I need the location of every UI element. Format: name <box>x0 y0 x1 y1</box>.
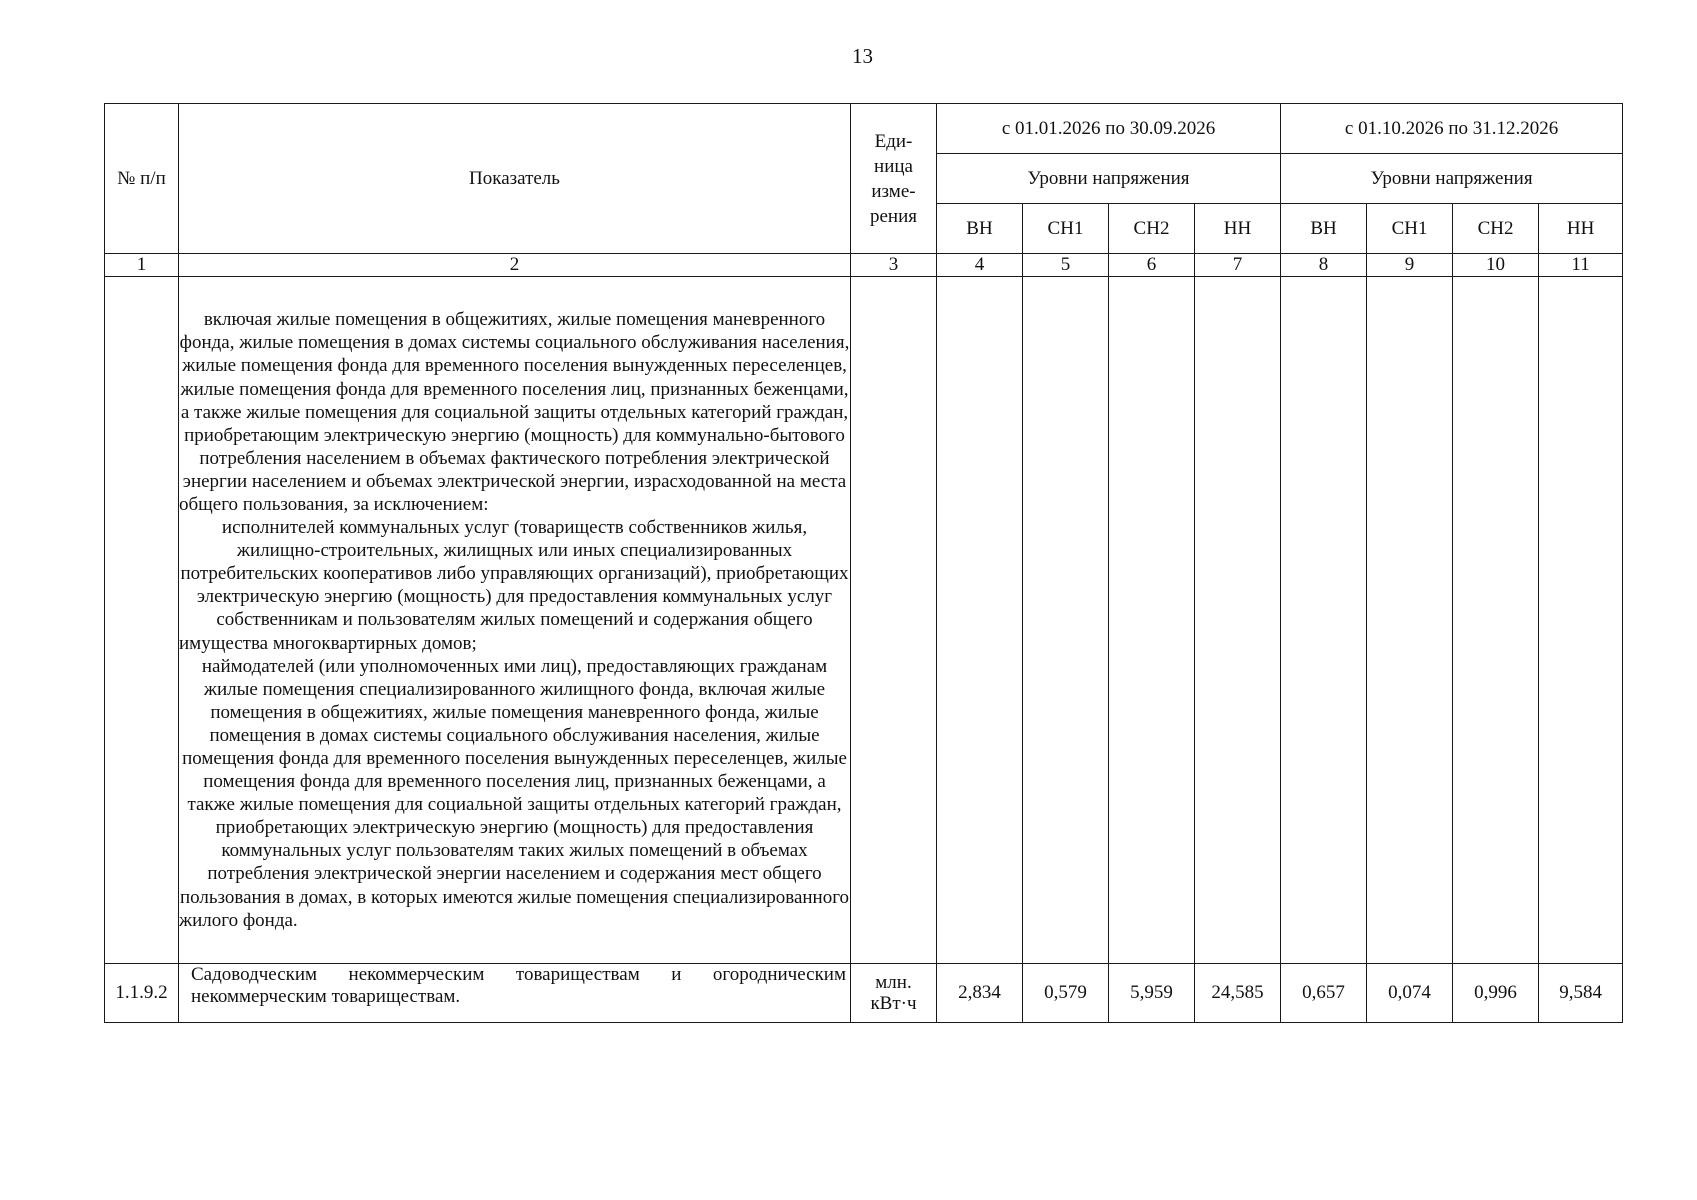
indicator-paragraph: исполнителей коммунальных услуг (товариществ собственников жилья, жилищно-строительных, жилищных или иных специализированных потребительских кооперативов либо управляющих организаций), приобретающих электрическую энергию (мощность) для предоставления коммунальных услуг собственникам и пользователям жилых помещений и содержания общего имущества многоквартирных домов; <box>179 517 849 654</box>
table-row-continuation <box>105 277 1623 964</box>
value-nn-period-2: 9,584 <box>1539 964 1623 1023</box>
empty-cell <box>1195 277 1281 964</box>
value-vn-period-2: 0,657 <box>1281 964 1367 1023</box>
level-sn1: СН1 <box>1023 204 1109 254</box>
column-number: 1 <box>105 254 179 277</box>
indicator-paragraph: включая жилые помещения в общежитиях, жилые помещения маневренного фонда, жилые помещения в домах системы социального обслуживания населения, жилые помещения фонда для временного поселения вынужденных переселенцев, жилые помещения фонда для временного поселения лиц, признанных беженцами, а также жилые помещения для социальной защиты отдельных категорий граждан, приобретающим электрическую энергию (мощность) для коммунально-бытового потребления населением в объемах фактического потребления электрической энергии населением и объемах электрической энергии, израсходованной на места общего пользования, за исключением: <box>179 309 850 515</box>
value-sn1-period-2: 0,074 <box>1367 964 1453 1023</box>
level-sn1: СН1 <box>1367 204 1453 254</box>
indicator-text-cell <box>179 277 851 964</box>
value-sn2-period-2: 0,996 <box>1453 964 1539 1023</box>
empty-cell <box>937 277 1023 964</box>
column-number: 9 <box>1367 254 1453 277</box>
header-unit: Еди- ница изме- рения <box>851 104 937 254</box>
column-number: 3 <box>851 254 937 277</box>
header-indicator: Показатель <box>179 104 851 254</box>
empty-cell <box>1367 277 1453 964</box>
row-number: 1.1.9.2 <box>105 964 179 1023</box>
column-number: 4 <box>937 254 1023 277</box>
column-number: 6 <box>1109 254 1195 277</box>
column-number: 11 <box>1539 254 1623 277</box>
header-voltage-levels-2: Уровни напряжения <box>1281 154 1623 204</box>
indicator-paragraph: наймодателей (или уполномоченных ими лиц), предоставляющих гражданам жилые помещения специализированного жилищного фонда, включая жилые помещения в общежитиях, жилые помещения маневренного фонда, жилые помещения в домах системы социального обслуживания населения, жилые помещения фонда для временного поселения вынужденных переселенцев, жилые помещения фонда для временного поселения лиц, признанных беженцами, а также жилые помещения для социальной защиты отдельных категорий граждан, приобретающих электрическую энергию (мощность) для предоставления коммунальных услуг пользователям таких жилых помещений в объемах потребления электрической энергии населением и содержания мест общего пользования в домах, в которых имеются жилые помещения специализированного жилого фонда. <box>179 655 850 931</box>
level-sn2: СН2 <box>1109 204 1195 254</box>
row-unit: млн. кВт·ч <box>851 964 937 1023</box>
empty-cell <box>1453 277 1539 964</box>
value-sn1-period-1: 0,579 <box>1023 964 1109 1023</box>
value-nn-period-1: 24,585 <box>1195 964 1281 1023</box>
value-vn-period-1: 2,834 <box>937 964 1023 1023</box>
page-number: 13 <box>852 44 873 68</box>
column-number: 10 <box>1453 254 1539 277</box>
column-number: 8 <box>1281 254 1367 277</box>
level-nn: НН <box>1195 204 1281 254</box>
empty-cell <box>1539 277 1623 964</box>
tariff-table <box>104 103 1623 1023</box>
column-number: 2 <box>179 254 851 277</box>
empty-cell <box>105 277 179 964</box>
level-vn: ВН <box>937 204 1023 254</box>
row-indicator: Садоводческим некоммерческим товариществам и огородническим некоммерческим товариществам. <box>179 964 851 1023</box>
header-period-1: с 01.01.2026 по 30.09.2026 <box>937 104 1281 154</box>
table-row <box>105 964 1623 1023</box>
empty-cell <box>1109 277 1195 964</box>
header-voltage-levels-1: Уровни напряжения <box>937 154 1281 204</box>
empty-cell <box>851 277 937 964</box>
level-sn2: СН2 <box>1453 204 1539 254</box>
column-number: 7 <box>1195 254 1281 277</box>
level-nn: НН <box>1539 204 1623 254</box>
empty-cell <box>1281 277 1367 964</box>
level-vn: ВН <box>1281 204 1367 254</box>
column-number-row <box>105 254 1623 277</box>
header-row-periods <box>105 104 1623 154</box>
column-number: 5 <box>1023 254 1109 277</box>
empty-cell <box>1023 277 1109 964</box>
value-sn2-period-1: 5,959 <box>1109 964 1195 1023</box>
header-num: № п/п <box>105 104 179 254</box>
header-period-2: с 01.10.2026 по 31.12.2026 <box>1281 104 1623 154</box>
